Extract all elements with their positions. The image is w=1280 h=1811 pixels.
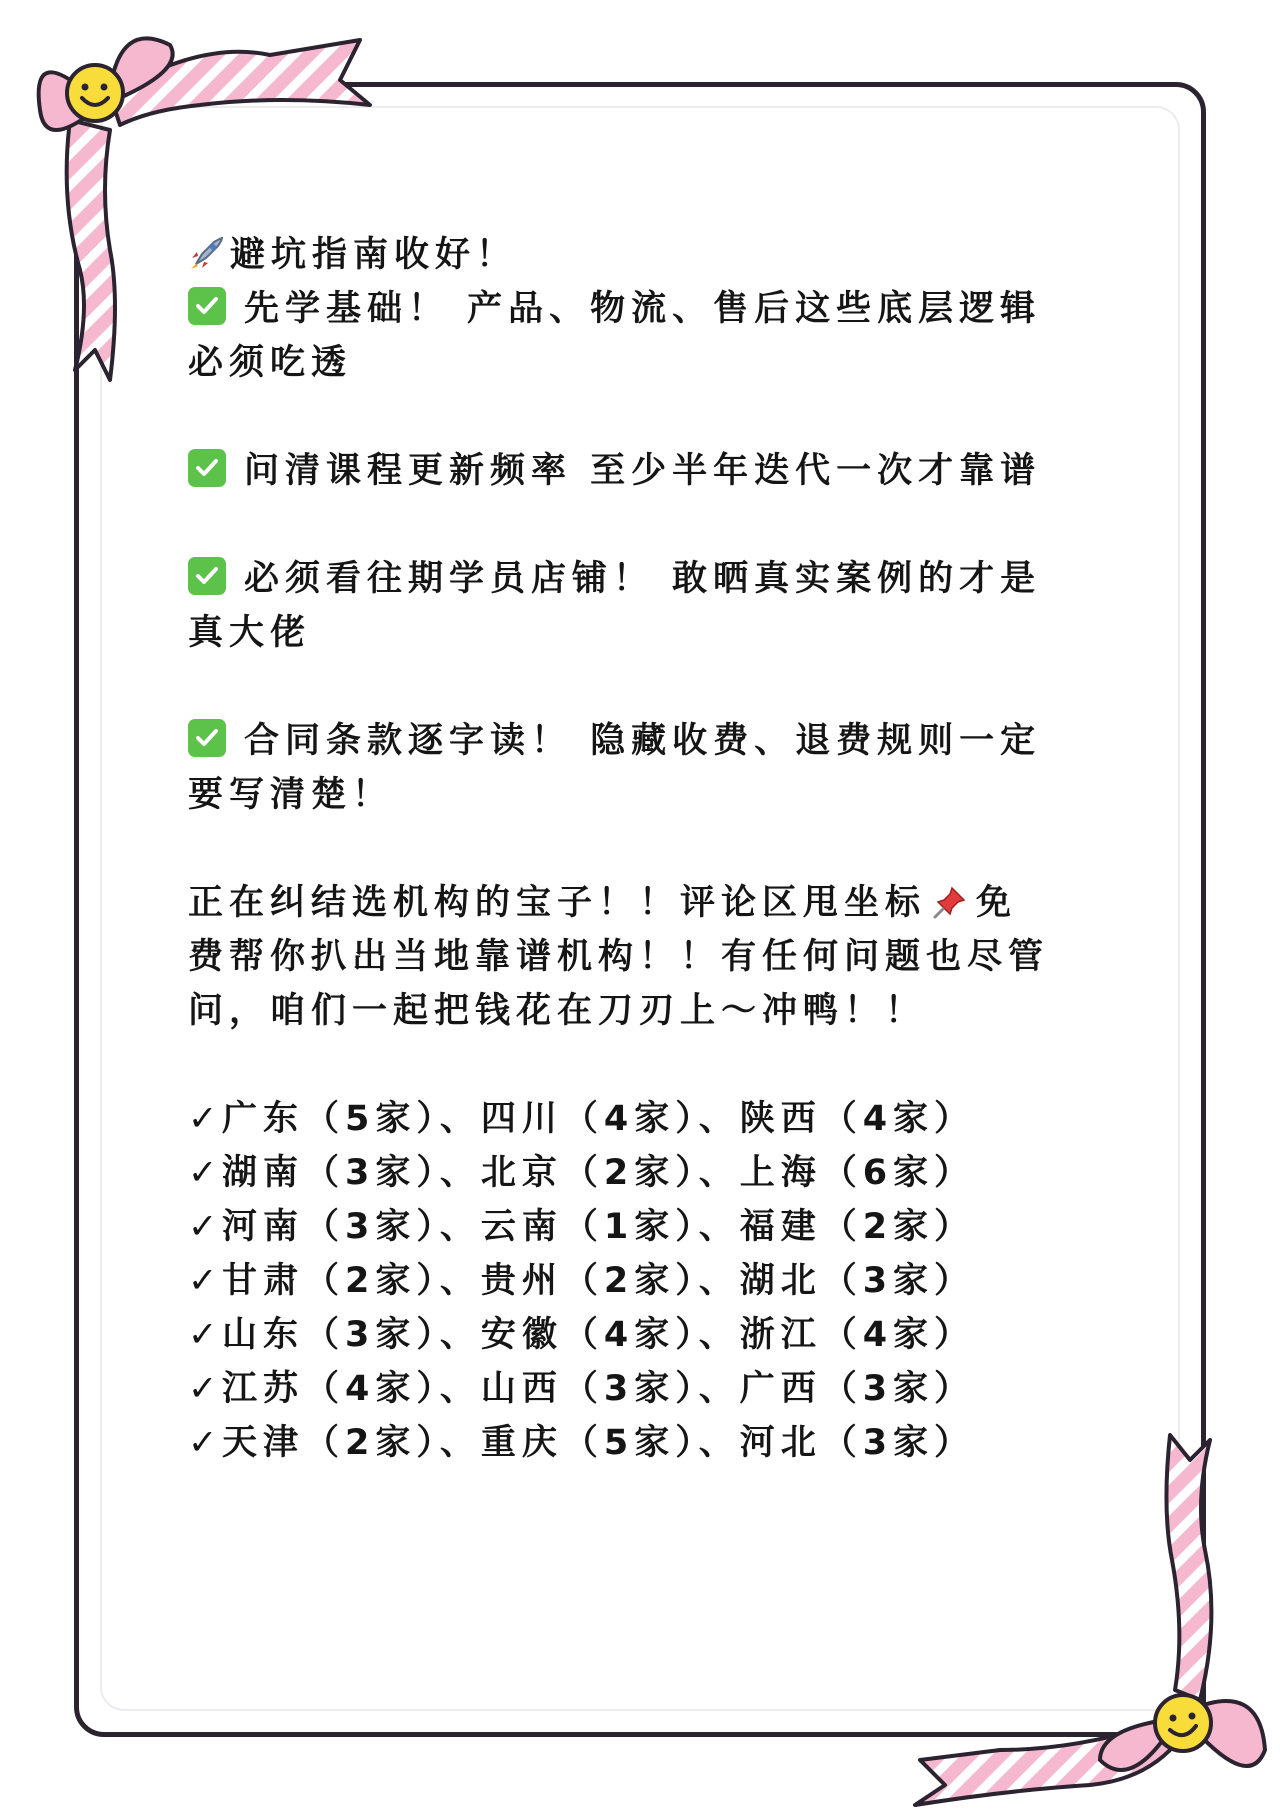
list-item: ✓ 广东（5家）、四川（4家）、陕西（4家） (188, 1092, 1088, 1146)
check-box-icon (188, 287, 226, 325)
title-line (188, 228, 1088, 282)
list-item: ✓ 湖南（3家）、北京（2家）、上海（6家） (188, 1146, 1088, 1200)
rocket-icon (188, 234, 226, 272)
tip-text: 问清课程更新频率 至少半年迭代一次才靠谱 (244, 451, 1042, 491)
check-mark: ✓ (188, 1207, 218, 1247)
check-mark: ✓ (188, 1315, 218, 1355)
tip-2-line-1 (188, 444, 1088, 498)
check-mark: ✓ (188, 1099, 218, 1139)
callout-text: 免 (976, 883, 1018, 923)
tip-3-line-2: 真大佬 (188, 613, 312, 653)
check-box-icon (188, 449, 226, 487)
ribbon-bow-icon (900, 1430, 1280, 1811)
tip-text: 必须看往期学员店铺！ 敢晒真实案例的才是 (244, 559, 1042, 599)
pushpin-icon (932, 884, 968, 920)
tip-4-line-1 (188, 714, 1088, 768)
check-mark: ✓ (188, 1153, 218, 1193)
check-mark: ✓ (188, 1369, 218, 1409)
region-list (188, 1092, 1088, 1470)
tip-1-line-2: 必须吃透 (188, 343, 353, 383)
list-item: ✓ 山东（3家）、安徽（4家）、浙江（4家） (188, 1308, 1088, 1362)
callout-line-3: 问，咱们一起把钱花在刀刃上～冲鸭！！ (188, 991, 927, 1031)
tip-4-line-2: 要写清楚！ (188, 775, 394, 815)
check-box-icon (188, 557, 226, 595)
post-content (188, 228, 1088, 1470)
tip-text: 先学基础！ 产品、物流、售后这些底层逻辑 (244, 289, 1042, 329)
page-title: 避坑指南收好！ (230, 235, 518, 275)
list-item: ✓ 河南（3家）、云南（1家）、福建（2家） (188, 1200, 1088, 1254)
list-item: ✓ 甘肃（2家）、贵州（2家）、湖北（3家） (188, 1254, 1088, 1308)
check-box-icon (188, 719, 226, 757)
tip-3-line-1 (188, 552, 1088, 606)
list-item: ✓ 江苏（4家）、山西（3家）、广西（3家） (188, 1362, 1088, 1416)
smiley-icon (1150, 1690, 1216, 1756)
check-mark: ✓ (188, 1423, 218, 1463)
smiley-icon (62, 60, 128, 126)
tip-1-line-1 (188, 282, 1088, 336)
check-mark: ✓ (188, 1261, 218, 1301)
list-item: ✓ 天津（2家）、重庆（5家）、河北（3家） (188, 1416, 1088, 1470)
callout-text: 正在纠结选机构的宝子！！评论区甩坐标 (188, 883, 927, 923)
callout-line-2: 费帮你扒出当地靠谱机构！！有任何问题也尽管 (188, 937, 1050, 977)
tip-text: 合同条款逐字读！ 隐藏收费、退费规则一定 (244, 721, 1042, 761)
callout-line-1 (188, 876, 1088, 930)
